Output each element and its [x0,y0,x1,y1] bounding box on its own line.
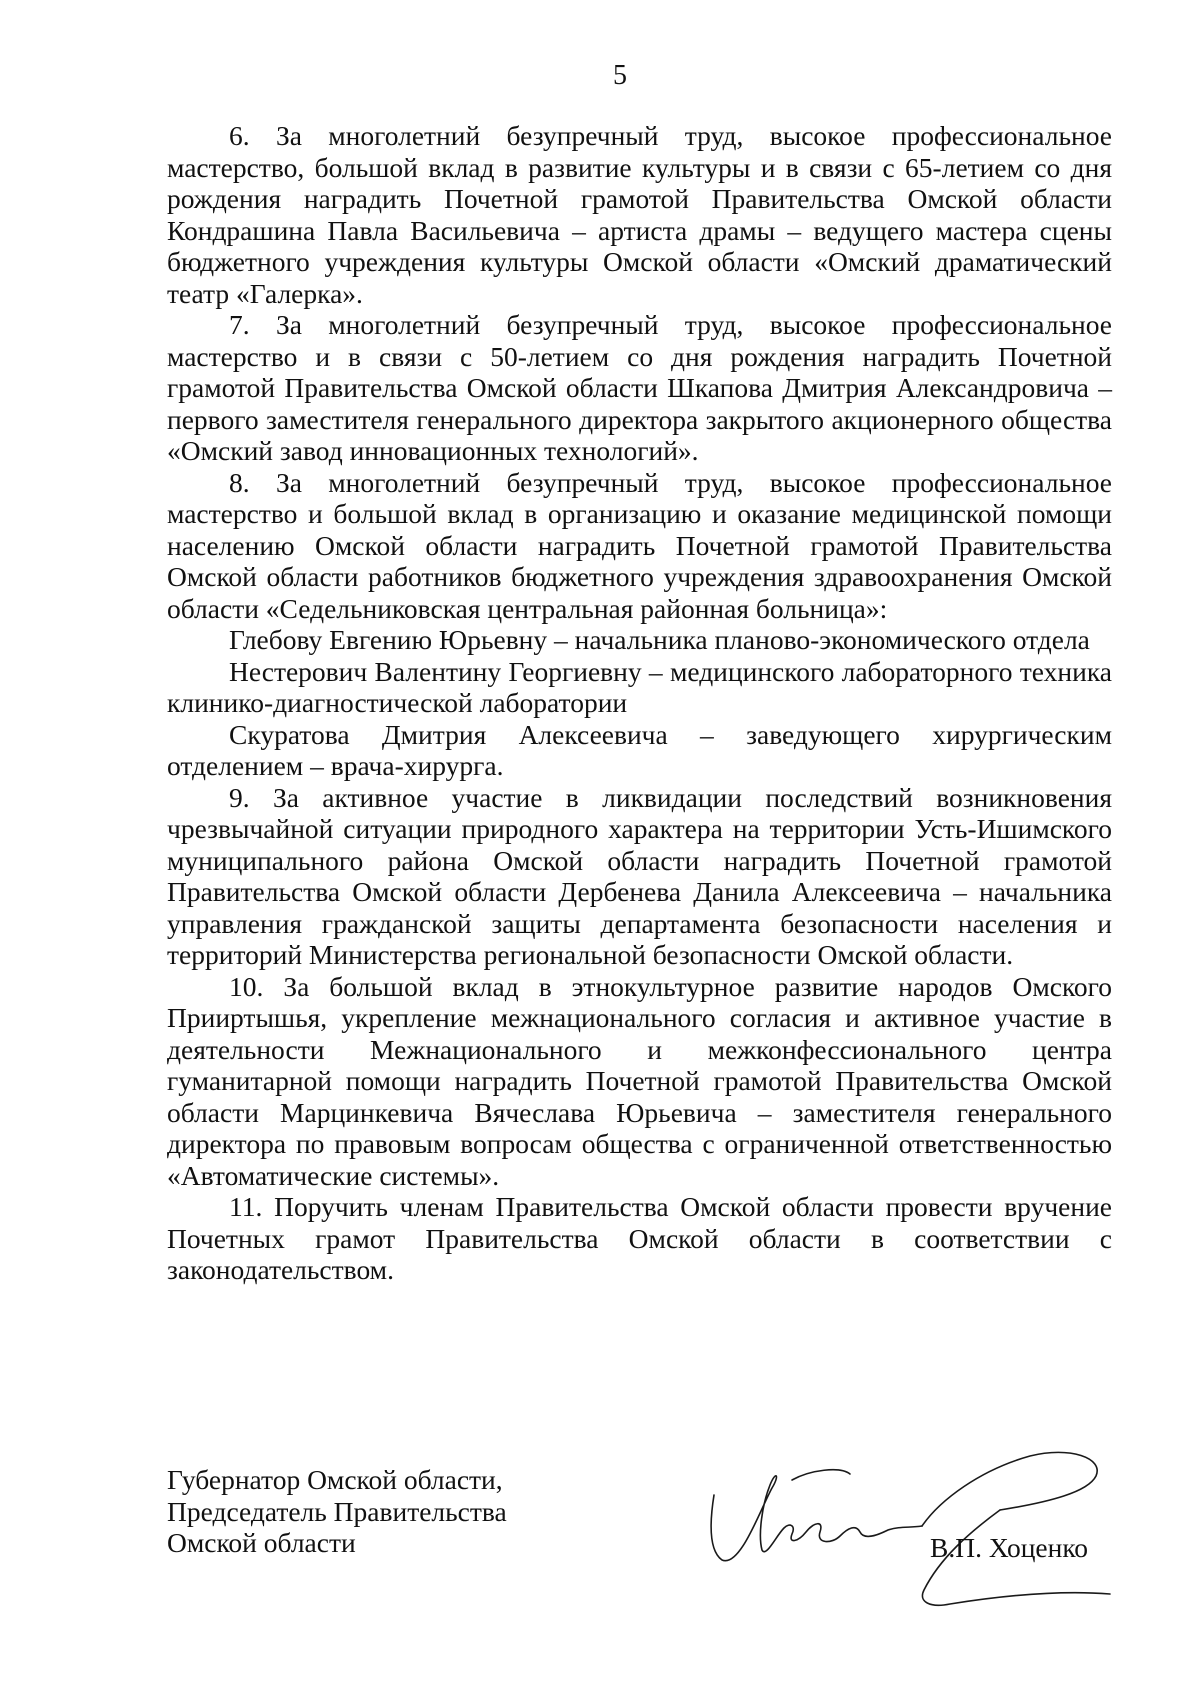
page-number: 5 [613,60,627,91]
awardee-nesterovich: Нестерович Валентину Георгиевну – медицинского лабораторного техника клинико-диагностической лаборатории [167,655,1112,718]
awardee-skuratov: Скуратова Дмитрия Алексеевича – заведующего хирургическим отделением – врача-хирурга. [167,718,1112,781]
signatory-title-line-1: Губернатор Омской области, [167,1464,503,1495]
signatory-name: В.П. Хоценко [930,1532,1089,1563]
paragraph-item-9: 9. За активное участие в ликвидации последствий возникновения чрезвычайной ситуации природного характера на территории Усть-Ишимского муниципального района Омской области наградить Почетной грамотой Правительства Омской области Дербенева Данила Алексеевича – начальника управления гражданской защиты департамента безопасности населения и территорий Министерства региональной безопасности Омской области. [167,781,1112,970]
signatory-title-line-2: Председатель Правительства [167,1495,507,1527]
paragraph-item-10: 10. За большой вклад в этнокультурное развитие народов Омского Прииртышья, укрепление межнационального согласия и активное участие в деятельности Межнационального и межконфессионального центра гуманитарной помощи наградить Почетной грамотой Правительства Омской области Марцинкевича Вячеслава Юрьевича – заместителя генерального директора по правовым вопросам общества с ограниченной ответственностью «Автоматические системы». [167,970,1112,1191]
paragraph-item-6: 6. За многолетний безупречный труд, высокое профессиональное мастерство, большой вклад в развитие культуры и в связи с 65-летием со дня рождения наградить Почетной грамотой Правительства Омской области Кондрашина Павла Васильевича – артиста драмы – ведущего мастера сцены бюджетного учреждения культуры Омской области «Омский драматический театр «Галерка». [167,120,1112,309]
awardee-glebova: Глебову Евгению Юрьевну – начальника планово-экономического отдела [229,624,1090,655]
paragraph-item-7: 7. За многолетний безупречный труд, высокое профессиональное мастерство и в связи с 50-летием со дня рождения наградить Почетной грамотой Правительства Омской области Шкапова Дмитрия Александровича – первого заместителя генерального директора закрытого акционерного общества «Омский завод инновационных технологий». [167,309,1112,466]
handwritten-signature [700,1440,1120,1620]
paragraph-item-11: 11. Поручить членам Правительства Омской области провести вручение Почетных грамот Правительства Омской области в соответствии с законодательством. [167,1191,1112,1285]
paragraph-item-8: 8. За многолетний безупречный труд, высокое профессиональное мастерство и большой вклад в организацию и оказание медицинской помощи населению Омской области наградить Почетной грамотой Правительства Омской области работников бюджетного учреждения здравоохранения Омской области «Седельниковская центральная районная больница»: [167,466,1112,624]
signatory-title [167,1464,507,1559]
document-body [167,120,1112,1286]
signatory-title-line-3: Омской области [167,1527,356,1558]
